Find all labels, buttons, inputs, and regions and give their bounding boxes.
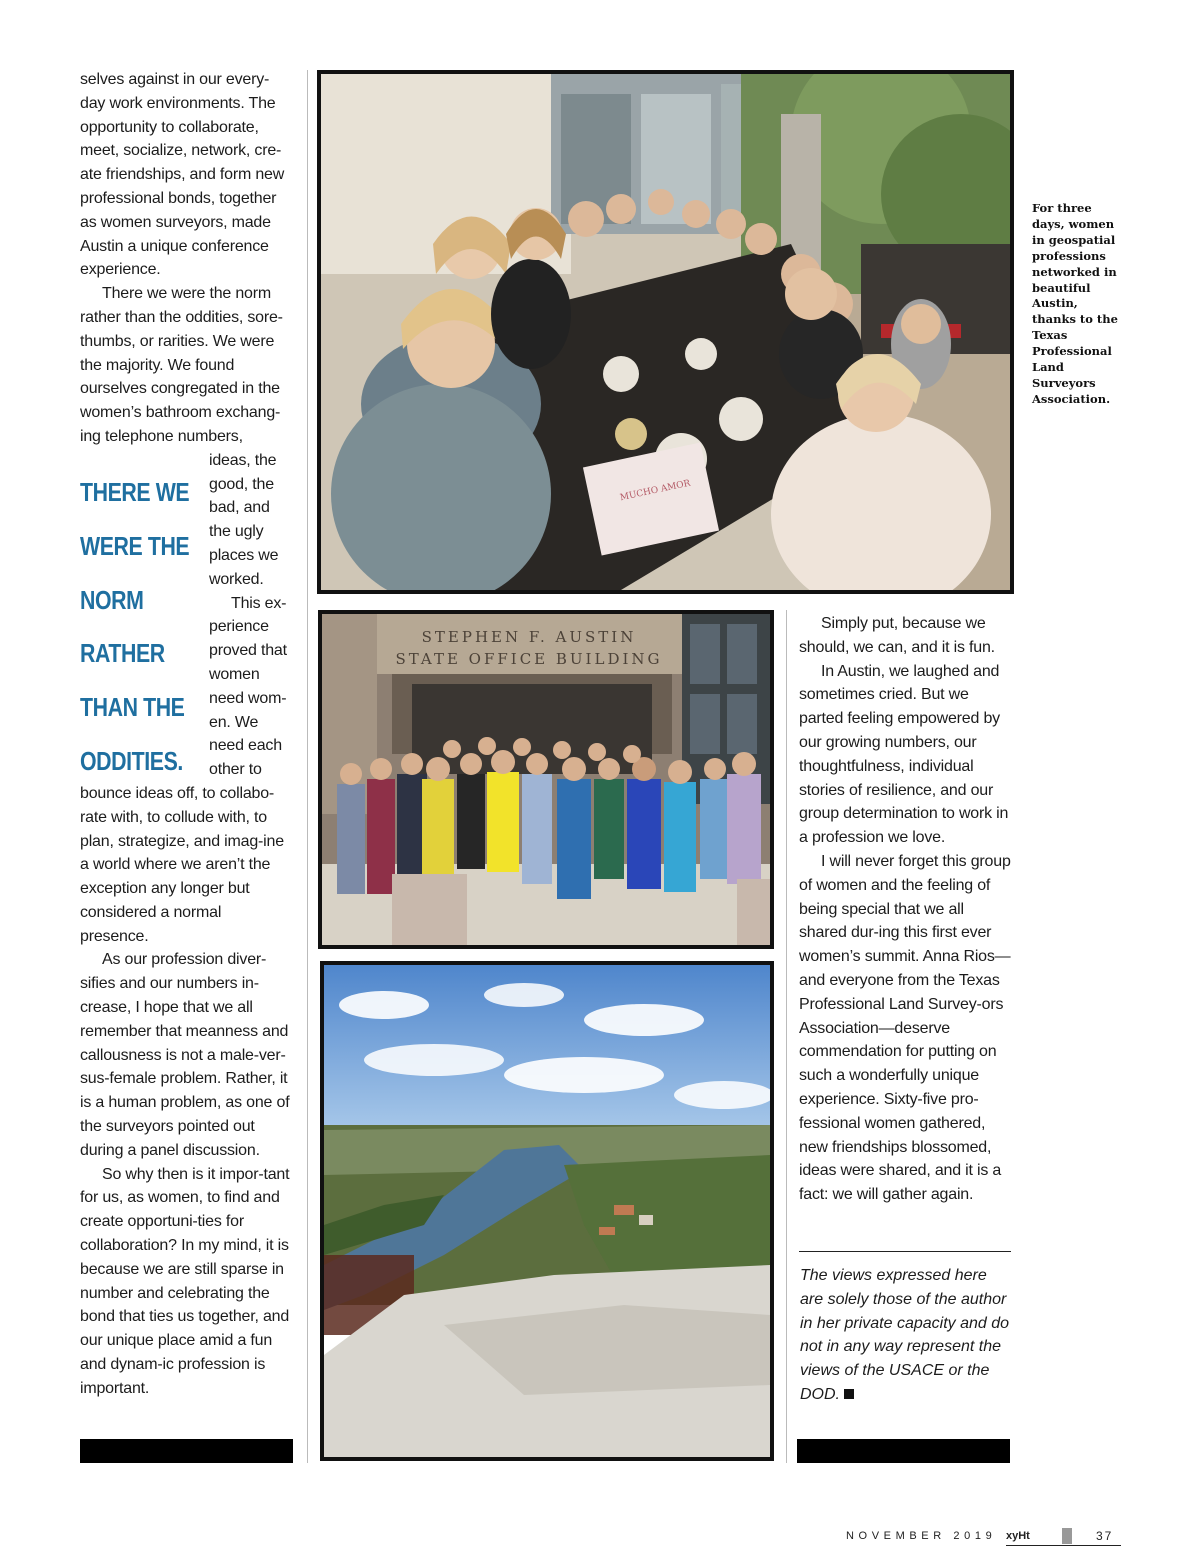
column-rule-left	[307, 70, 308, 1463]
right-paragraph-2: In Austin, we laughed and sometimes cried. But we parted feeling empowered by our growing numbers, our thoughtfulness, individual stories of resilience, and our group determination to work in a profession we love.	[799, 662, 1009, 847]
disclaimer-text: The views expressed here are solely those of the author in her private capacity and do not in any way represent the views of the USACE or the DOD.	[800, 1267, 1010, 1403]
black-bar-right	[797, 1439, 1010, 1463]
page-footer	[846, 1530, 1120, 1548]
left-paragraph-4: As our profession diver-sifies and our numbers in-crease, I hope that we all remember that meanness and callousness is not a male-ver-sus-female problem. Rather, it is a human problem, as one of the surveyors pointed out during a panel discussion.	[80, 951, 290, 1159]
photo-dinner	[317, 70, 1014, 594]
wrap-line: bad, and	[209, 499, 270, 517]
wrap-line: ideas, the	[209, 451, 277, 469]
wrap-line: other to	[209, 761, 262, 779]
wrap-around-lines	[209, 449, 295, 782]
page-number: 37	[1096, 1529, 1114, 1543]
pull-quote-line: RATHER	[80, 638, 165, 669]
right-paragraph-3: I will never forget this group of women and the feeling of being special that we all shared dur-ing this first ever women’s summit. Anna Rios—and everyone from the Texas Professional Land Survey-ors Association—deserve commendation for putting on such a wonderfully unique experience. Sixty-five pro-fessional women gathered, new friendships blossomed, ideas were shared, and it is a fact: we will gather again.	[799, 852, 1011, 1204]
left-paragraph-2: There we were the norm rather than the oddities, sore-thumbs, or rarities. We were the majority. We found ourselves congregated in the women’s bathroom exchang-ing telephone numbers,	[80, 285, 283, 445]
wrap-line: places we	[209, 546, 279, 564]
dinner-scene	[321, 74, 1010, 590]
pull-quote-line: THERE WE	[80, 477, 190, 507]
pull-quote	[80, 466, 190, 789]
wrap-line: women	[209, 665, 260, 683]
menu-text: MUCHO AMOR	[619, 478, 692, 504]
left-paragraph-3: bounce ideas off, to collabo-rate with, to collude with, to plan, strategize, and imag-ine a world where we aren’t the exception any longer but considered a normal presence.	[80, 784, 284, 945]
building-sign-line2: STATE OFFICE BUILDING	[395, 650, 663, 668]
wrap-line: proved that	[209, 642, 287, 660]
right-column	[799, 612, 1011, 1207]
wrap-line: need each	[209, 737, 282, 755]
end-mark-icon	[844, 1389, 854, 1399]
left-paragraph-1: selves against in our every-day work environments. The opportunity to collaborate, meet, socialize, network, cre-ate friendships, and form new professional bonds, together as women surveyors, made Austin a unique conference experience.	[80, 71, 285, 279]
footer-rule	[1006, 1545, 1121, 1546]
building-scene	[322, 614, 770, 945]
wrap-line: need wom-	[209, 689, 287, 707]
black-bar-left	[80, 1439, 293, 1463]
right-paragraph-1: Simply put, because we should, we can, and it is fun.	[799, 615, 995, 656]
wrap-line: the ugly	[209, 523, 264, 541]
wrap-line: This ex-	[231, 594, 287, 612]
wrap-line: perience	[209, 618, 269, 636]
pull-quote-line: THAN THE	[80, 692, 185, 723]
wrap-line: en. We	[209, 713, 259, 731]
photo-river-overlook	[320, 961, 774, 1461]
left-paragraph-5: So why then is it impor-tant for us, as women, to find and create opportuni-ties for collaboration? In my mind, it is because we are still sparse in number and celebrating the bond that ties us together, and our unique place amid a fun and dynam-ic profession is important.	[80, 1165, 290, 1397]
footer-block-icon	[1062, 1528, 1072, 1544]
footer-brand: xyHt	[1006, 1530, 1030, 1542]
disclaimer	[800, 1264, 1014, 1407]
river-scene	[324, 965, 770, 1457]
photo-building-group	[318, 610, 774, 949]
disclaimer-rule	[799, 1251, 1011, 1252]
pull-quote-line: ODDITIES.	[80, 745, 183, 776]
wrap-line: good, the	[209, 475, 274, 493]
photo-caption: For three days, women in geospatial professions networked in beautiful Austin, thanks to the Texas Professional Land Surveyors Association.	[1032, 201, 1118, 406]
building-sign-line1: STEPHEN F. AUSTIN	[421, 628, 637, 646]
column-rule-right	[786, 610, 787, 1463]
wrap-line: worked.	[209, 570, 264, 588]
pull-quote-line: NORM	[80, 584, 144, 615]
pull-quote-line: WERE THE	[80, 530, 190, 561]
footer-date: NOVEMBER 2019	[846, 1530, 997, 1542]
